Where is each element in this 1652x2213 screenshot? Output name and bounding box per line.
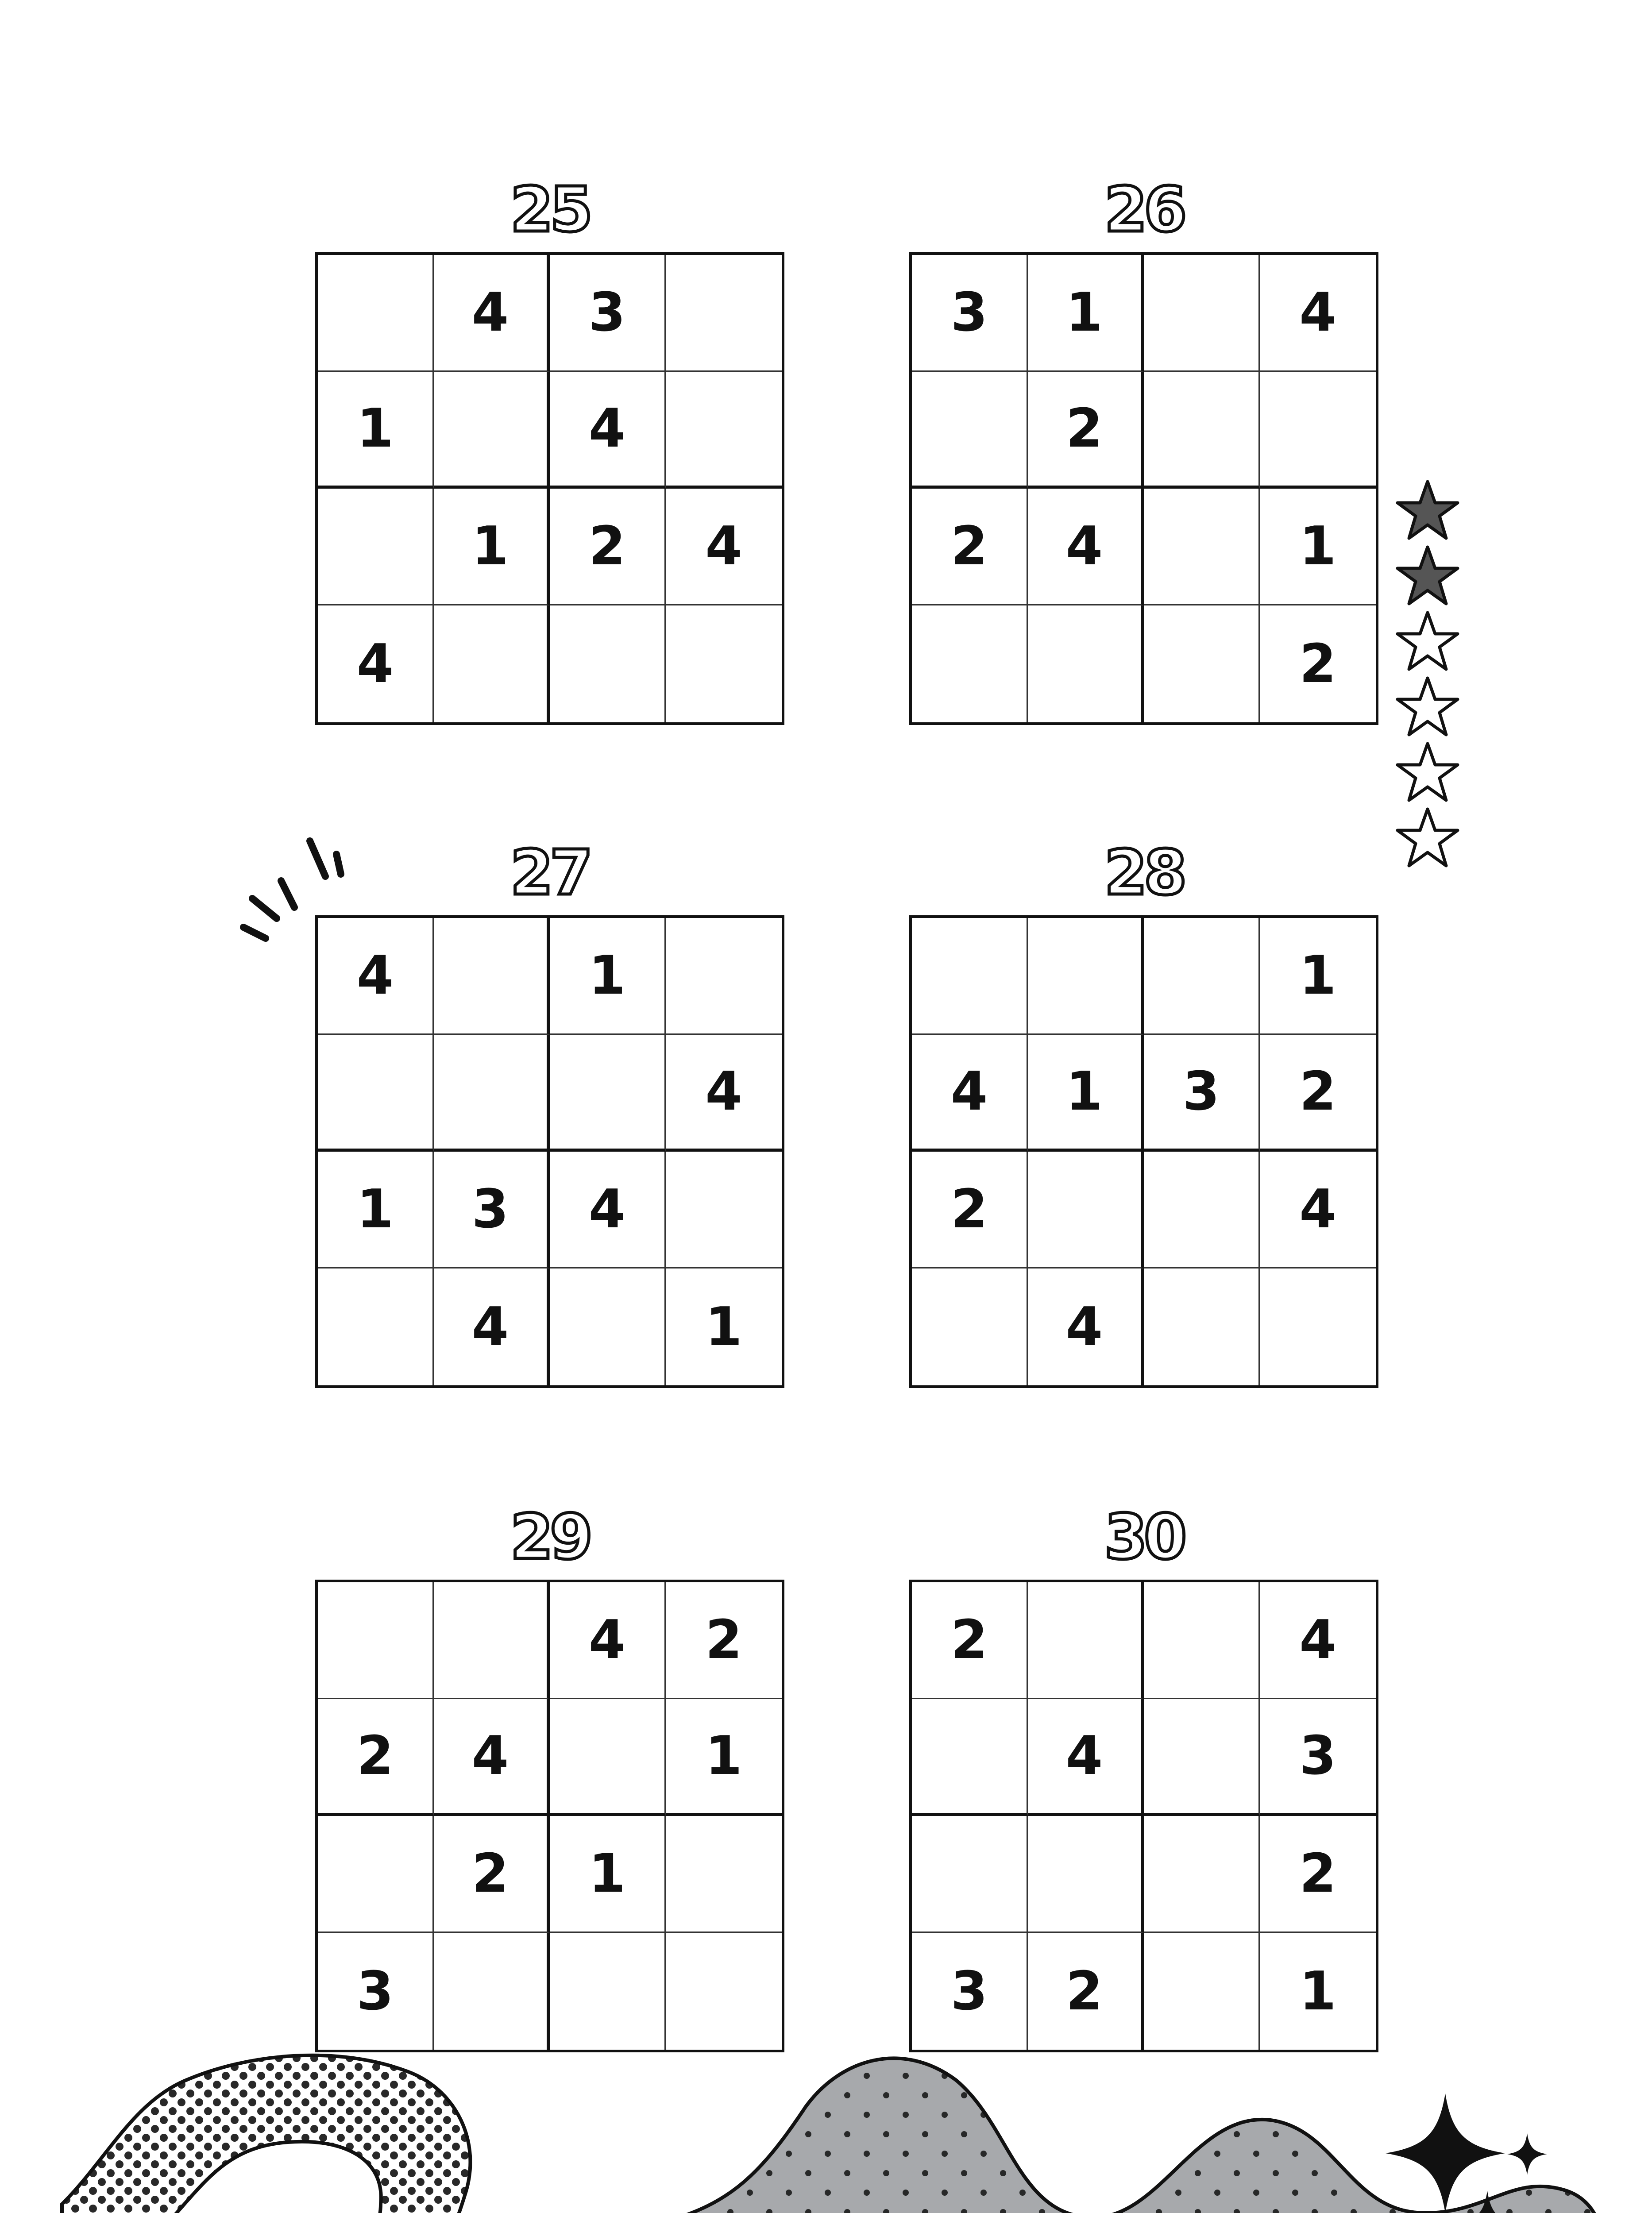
grid-cell[interactable]: 3 <box>1144 1035 1260 1152</box>
grid-cell[interactable] <box>1028 605 1144 722</box>
star-icon <box>1397 678 1458 735</box>
grid-cell[interactable] <box>666 1816 782 1933</box>
grid-cell[interactable] <box>434 918 550 1035</box>
grid-cell[interactable] <box>318 1035 434 1152</box>
dotted-ribbon-fill <box>62 2055 470 2213</box>
sudoku-grid <box>315 1580 784 2052</box>
grid-cell[interactable]: 1 <box>666 1699 782 1816</box>
grid-cell[interactable] <box>1144 1152 1260 1268</box>
grid-cell[interactable]: 1 <box>1260 489 1376 605</box>
grid-cell[interactable]: 2 <box>912 1582 1028 1699</box>
grid-cell[interactable]: 3 <box>434 1152 550 1268</box>
grid-cell[interactable] <box>434 1582 550 1699</box>
grid-cell[interactable]: 1 <box>1028 255 1144 372</box>
grid-cell[interactable] <box>1028 1152 1144 1268</box>
puzzle-number: 28 <box>1104 837 1184 909</box>
grid-cell[interactable]: 2 <box>1028 1933 1144 2050</box>
grid-cell[interactable] <box>550 1699 666 1816</box>
grid-cell[interactable] <box>1144 918 1260 1035</box>
grid-cell[interactable]: 2 <box>912 1152 1028 1268</box>
grid-cell[interactable] <box>912 1699 1028 1816</box>
puzzle-number: 30 <box>1104 1501 1184 1573</box>
grid-cell[interactable] <box>1028 1582 1144 1699</box>
grid-cell[interactable] <box>912 1816 1028 1933</box>
grid-cell[interactable]: 1 <box>1028 1035 1144 1152</box>
sudoku-grid <box>315 252 784 725</box>
grid-cell[interactable]: 4 <box>912 1035 1028 1152</box>
grid-cell[interactable] <box>1144 255 1260 372</box>
star-icon <box>1397 482 1458 538</box>
sparkle-icon <box>1507 2133 1547 2175</box>
sudoku-grid <box>909 1580 1378 2052</box>
grid-cell[interactable]: 2 <box>318 1699 434 1816</box>
puzzle-number: 26 <box>1104 174 1184 246</box>
grid-cell[interactable] <box>1028 918 1144 1035</box>
grid-cell[interactable]: 4 <box>434 1268 550 1385</box>
grid-cell[interactable]: 1 <box>550 1816 666 1933</box>
grid-cell[interactable] <box>550 1268 666 1385</box>
grid-cell[interactable] <box>1144 489 1260 605</box>
star-icon <box>1397 809 1458 866</box>
grid-cell[interactable]: 3 <box>550 255 666 372</box>
grid-cell[interactable]: 2 <box>434 1816 550 1933</box>
grid-cell[interactable] <box>666 255 782 372</box>
grid-cell[interactable]: 2 <box>1028 372 1144 489</box>
grid-cell[interactable] <box>318 1582 434 1699</box>
grid-cell[interactable]: 4 <box>550 1582 666 1699</box>
grid-cell[interactable]: 1 <box>550 918 666 1035</box>
decorative-landscape <box>0 2027 1652 2213</box>
grid-cell[interactable]: 1 <box>705 1296 742 1358</box>
grid-cell[interactable]: 2 <box>1260 1035 1376 1152</box>
grid-cell[interactable]: 1 <box>1260 918 1376 1035</box>
star-icon <box>1397 744 1458 800</box>
grid-cell[interactable]: 3 <box>912 1933 1028 2050</box>
grid-cell[interactable]: 4 <box>1260 1152 1376 1268</box>
grid-cell[interactable] <box>434 605 550 722</box>
grid-cell[interactable] <box>318 1268 434 1385</box>
sudoku-grid <box>909 252 1378 725</box>
grid-cell[interactable] <box>912 1268 1028 1385</box>
motion-lines-icon <box>235 832 345 943</box>
grid-cell[interactable]: 4 <box>434 1699 550 1816</box>
grid-cell[interactable]: 1 <box>1299 1960 1336 2022</box>
grid-cell[interactable] <box>1144 1816 1260 1933</box>
grid-cell[interactable] <box>1144 1268 1260 1385</box>
grid-cell[interactable] <box>666 918 782 1035</box>
grid-cell[interactable] <box>1144 1582 1260 1699</box>
grid-cell[interactable] <box>1260 372 1376 489</box>
grid-cell[interactable]: 3 <box>912 255 1028 372</box>
puzzle-number: 29 <box>510 1501 590 1573</box>
grid-cell[interactable]: 4 <box>1028 489 1144 605</box>
grid-cell[interactable]: 1 <box>434 489 550 605</box>
grid-cell[interactable]: 3 <box>318 1933 434 2050</box>
sudoku-grid <box>315 915 784 1388</box>
grid-cell[interactable] <box>912 605 1028 722</box>
grid-cell[interactable]: 4 <box>1028 1699 1144 1816</box>
grid-cell[interactable]: 2 <box>912 489 1028 605</box>
grid-cell[interactable] <box>434 372 550 489</box>
grid-cell[interactable] <box>550 605 666 722</box>
grid-cell[interactable]: 4 <box>666 489 782 605</box>
grid-cell[interactable] <box>666 605 782 722</box>
grid-cell[interactable] <box>912 918 1028 1035</box>
grid-cell[interactable]: 4 <box>550 1152 666 1268</box>
grid-cell[interactable]: 4 <box>318 605 434 722</box>
grid-cell[interactable] <box>1260 1268 1376 1385</box>
grid-cell[interactable] <box>1144 1699 1260 1816</box>
difficulty-rating <box>1394 478 1465 876</box>
grid-cell[interactable]: 2 <box>666 1582 782 1699</box>
grid-cell[interactable]: 2 <box>1299 633 1336 695</box>
grid-cell[interactable] <box>434 1035 550 1152</box>
grid-cell[interactable] <box>666 372 782 489</box>
grid-cell[interactable] <box>318 489 434 605</box>
grid-cell[interactable]: 4 <box>1260 1582 1376 1699</box>
grid-cell[interactable] <box>912 372 1028 489</box>
grid-cell[interactable]: 1 <box>318 372 434 489</box>
sudoku-grid <box>909 915 1378 1388</box>
grid-cell[interactable]: 4 <box>666 1035 782 1152</box>
grid-cell[interactable]: 4 <box>434 255 550 372</box>
grid-cell[interactable]: 3 <box>1260 1699 1376 1816</box>
grid-cell[interactable]: 2 <box>1260 1816 1376 1933</box>
grid-cell[interactable]: 2 <box>550 489 666 605</box>
grid-cell[interactable] <box>666 1152 782 1268</box>
puzzle-number: 27 <box>510 837 590 909</box>
grid-cell[interactable]: 4 <box>1028 1268 1144 1385</box>
grid-cell[interactable]: 4 <box>1260 255 1376 372</box>
grid-cell[interactable] <box>1144 372 1260 489</box>
grid-cell[interactable] <box>1144 605 1260 722</box>
grid-cell[interactable] <box>318 1816 434 1933</box>
grid-cell[interactable]: 1 <box>318 1152 434 1268</box>
star-icon <box>1397 613 1458 669</box>
grid-cell[interactable] <box>318 255 434 372</box>
star-icon <box>1397 547 1458 604</box>
puzzle-number: 25 <box>510 174 590 246</box>
grid-cell[interactable] <box>1028 1816 1144 1933</box>
grid-cell[interactable]: 4 <box>550 372 666 489</box>
grid-cell[interactable]: 4 <box>318 918 434 1035</box>
grid-cell[interactable] <box>550 1035 666 1152</box>
